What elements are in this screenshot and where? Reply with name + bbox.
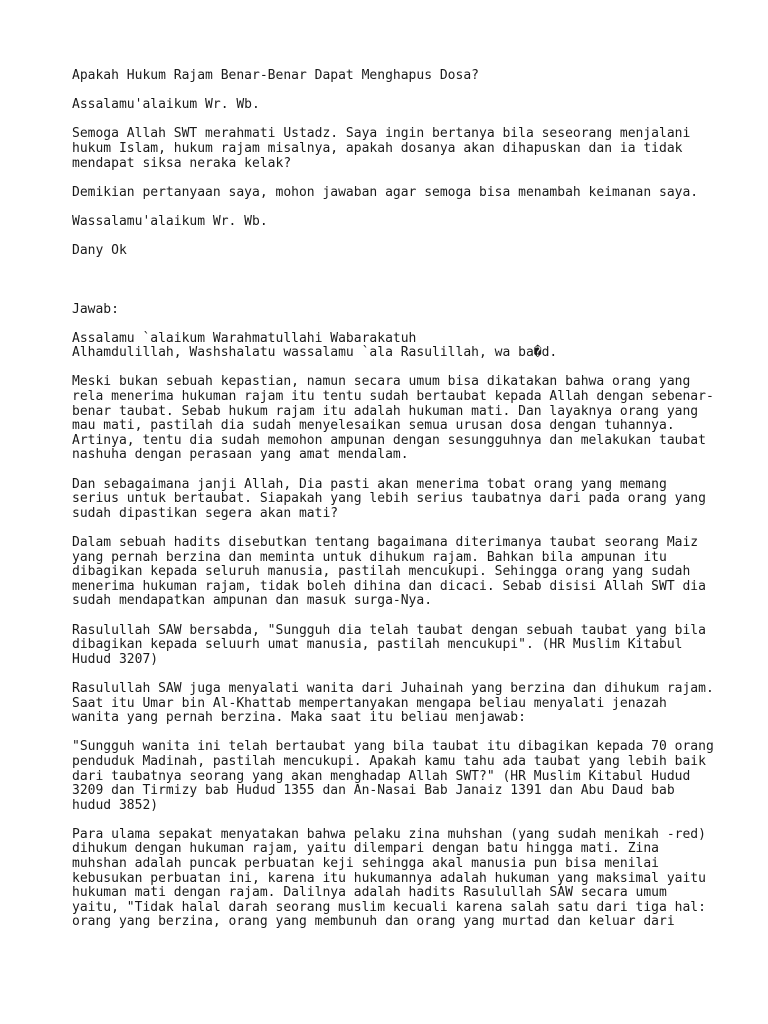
text-line: yang pernah berzina dan meminta untuk dihukum rajam. Bahkan bila ampunan itu	[72, 549, 667, 565]
text-line: mau mati, pastilah dia sudah menyelesaikan semua urusan dosa dengan tuhannya.	[72, 418, 675, 434]
paragraph	[72, 332, 752, 361]
text-line: kebusukan perbuatan ini, karena itu hukumannya adalah hukuman yang maksimal yaitu	[72, 870, 706, 886]
text-line: orang yang berzina, orang yang membunuh dan orang yang murtad dan keluar dari	[72, 914, 675, 930]
text-line: hudud 3852)	[72, 797, 159, 813]
text-line: Rasulullah SAW bersabda, "Sungguh dia telah taubat dengan sebuah taubat yang bila	[72, 622, 706, 638]
text-line: serius untuk bertaubat. Siapakah yang lebih serius taubatnya dari pada orang yang	[72, 491, 706, 507]
text-line: Dan sebagaimana janji Allah, Dia pasti akan menerima tobat orang yang memang	[72, 476, 667, 492]
text-line: muhshan adalah puncak perbuatan keji sehingga akal manusia pun bisa menilai	[72, 856, 659, 872]
text-line: hukum Islam, hukum rajam misalnya, apakah dosanya akan dihapuskan dan ia tidak	[72, 140, 683, 156]
text-line: menerima hukuman rajam, tidak boleh dihina dan dicaci. Sebab disisi Allah SWT dia	[72, 578, 706, 594]
paragraph	[72, 536, 752, 609]
text-line: yaitu, "Tidak halal darah seorang muslim kecuali karena salah satu dari tiga hal:	[72, 899, 706, 915]
text-line: Jawab:	[72, 301, 119, 317]
text-line: Apakah Hukum Rajam Benar-Benar Dapat Menghapus Dosa?	[72, 68, 479, 83]
text-line: Saat itu Umar bin Al-Khattab mempertanyakan mengapa beliau menyalati jenazah	[72, 695, 667, 711]
paragraph	[72, 624, 752, 668]
text-line: Alhamdulillah, Washshalatu wassalamu `ala Rasulillah, wa ba�d.	[72, 345, 558, 361]
text-line: Meski bukan sebuah kepastian, namun secara umum bisa dikatakan bahwa orang yang	[72, 374, 691, 390]
text-line: Assalamu'alaikum Wr. Wb.	[72, 97, 260, 113]
text-line: sudah dipastikan segera akan mati?	[72, 505, 339, 521]
text-line: wanita yang pernah berzina. Maka saat itu beliau menjawab:	[72, 710, 526, 726]
text-line: 3209 dan Tirmizy bab Hudud 1355 dan An-Nasai Bab Janaiz 1391 dan Abu Daud bab	[72, 783, 675, 799]
text-line	[72, 273, 752, 288]
text-line: Dany Ok	[72, 243, 127, 259]
text-line: Demikian pertanyaan saya, mohon jawaban agar semoga bisa menambah keimanan saya.	[72, 184, 699, 200]
text-line: dari taubatnya seorang yang akan menghadap Allah SWT?" (HR Muslim Kitabul Hudud	[72, 768, 691, 784]
text-line: Dalam sebuah hadits disebutkan tentang bagaimana diterimanya taubat seorang Maiz	[72, 535, 699, 550]
text-line: Artinya, tentu dia sudah memohon ampunan dengan sesungguhnya dan melakukan taubat	[72, 432, 706, 448]
text-line: Para ulama sepakat menyatakan bahwa pelaku zina muhshan (yang sudah menikah -red)	[72, 826, 706, 842]
text-line: Hudud 3207)	[72, 651, 159, 667]
paragraph	[72, 828, 752, 930]
paragraph	[72, 215, 752, 230]
text-line: dihukum dengan hukuman rajam, yaitu dilempari dengan batu hingga mati. Zina	[72, 841, 659, 857]
paragraph	[72, 273, 752, 288]
text-line: dibagikan kepada seluurh umat manusia, pastilah mencukupi". (HR Muslim Kitabul	[72, 637, 683, 653]
paragraph	[72, 303, 752, 318]
text-line: hukuman mati dengan rajam. Dalilnya adalah hadits Rasulullah SAW secara umum	[72, 885, 667, 901]
text-line: mendapat siksa neraka kelak?	[72, 155, 292, 171]
paragraph	[72, 682, 752, 726]
text-line: rela menerima hukuman rajam itu tentu sudah bertaubat kepada Allah dengan sebenar-	[72, 389, 714, 405]
paragraph	[72, 478, 752, 522]
text-line: sudah mendapatkan ampunan dan masuk surga-Nya.	[72, 593, 433, 609]
paragraph	[72, 186, 752, 201]
text-line: penduduk Madinah, pastilah mencukupi. Apakah kamu tahu ada taubat yang lebih baik	[72, 753, 706, 769]
text-line: Assalamu `alaikum Warahmatullahi Wabarakatuh	[72, 330, 417, 346]
paragraph	[72, 244, 752, 259]
document-title	[72, 69, 752, 84]
paragraph	[72, 98, 752, 113]
text-line: dibagikan kepada seluruh manusia, pastilah mencukupi. Sehingga orang yang sudah	[72, 564, 691, 580]
text-line: Rasulullah SAW juga menyalati wanita dari Juhainah yang berzina dan dihukum rajam.	[72, 680, 714, 696]
paragraph	[72, 740, 752, 813]
paragraph	[72, 127, 752, 171]
text-line: Semoga Allah SWT merahmati Ustadz. Saya ingin bertanya bila seseorang menjalani	[72, 126, 691, 142]
paragraph	[72, 375, 752, 463]
text-line: Wassalamu'alaikum Wr. Wb.	[72, 213, 268, 229]
document-page	[72, 69, 752, 945]
text-line: nashuha dengan perasaan yang amat mendalam.	[72, 447, 409, 463]
text-line: benar taubat. Sebab hukum rajam itu adalah hukuman mati. Dan layaknya orang yang	[72, 403, 699, 419]
text-line: "Sungguh wanita ini telah bertaubat yang bila taubat itu dibagikan kepada 70 orang	[72, 739, 714, 755]
